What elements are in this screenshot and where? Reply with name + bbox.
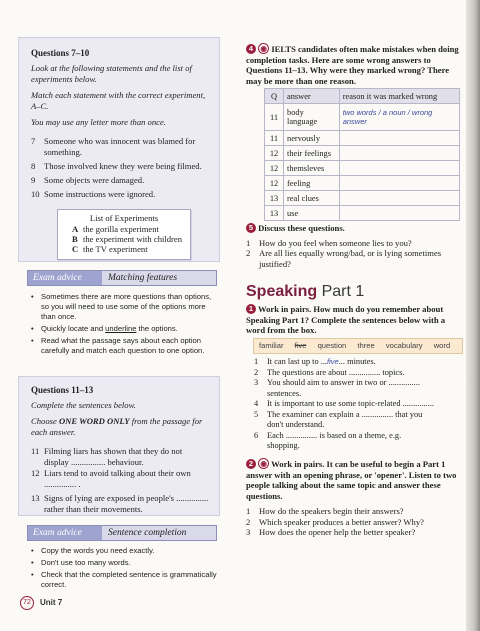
exam-advice-title: Sentence completion: [108, 528, 187, 538]
statement-list: [31, 136, 209, 200]
table-row: 13 real clues: [265, 191, 460, 206]
list-item: 1 It can last up to ...five... minutes.: [254, 357, 376, 366]
table-row: 13 use: [265, 206, 460, 221]
experiment-b: B the experiment with children: [72, 234, 183, 244]
word-familiar: familiar: [259, 341, 284, 350]
list-item: • Quickly locate and underline the options.: [30, 324, 220, 334]
exercise-number-badge: 4: [246, 44, 256, 54]
word-word: word: [433, 341, 451, 350]
matching-advice-list: [30, 292, 220, 358]
list-item: 7 Someone who was innocent was blamed for something.: [31, 136, 196, 157]
page-fold: [466, 0, 480, 631]
list-item: 1 How do you feel when someone lies to you?: [246, 237, 412, 248]
list-item: • Check that the completed sentence is grammatically correct.: [30, 570, 220, 590]
page-number: 72: [20, 596, 34, 610]
unit-label: Unit 7: [40, 598, 63, 607]
instruction-2: Choose ONE WORD ONLY from the passage for each answer.: [31, 416, 203, 437]
list-item: 8 Those involved knew they were being filmed.: [31, 161, 202, 171]
instruction-1: Look at the following statements and the list of experiments below.: [31, 63, 192, 84]
wrong-answers-table: [264, 88, 460, 221]
experiment-a: A the gorilla experiment: [72, 224, 159, 234]
list-item: 9 Some objects were damaged.: [31, 175, 145, 185]
exercise-1-text: 1 Work in pairs. How much do you remember about Speaking Part 1? Complete the sentences below with a word from the box.: [246, 304, 446, 335]
discussion-list: [246, 238, 464, 270]
experiment-c: C the TV experiment: [72, 244, 148, 254]
exercise-number-badge: 2: [246, 459, 256, 469]
handwritten-reason: two words / a noun / wrong answer: [339, 104, 459, 131]
exercise-5-title: 5 Discuss these questions.: [246, 223, 464, 234]
list-of-experiments: [57, 209, 191, 260]
audio-icon: ◉: [258, 458, 269, 469]
list-item: 4 It is important to use some topic-related ...............: [254, 399, 435, 408]
instruction-2: Match each statement with the correct experiment, A–C.: [31, 90, 206, 111]
list-item: • Read what the passage says about each option carefully and match each question to one option.: [30, 336, 220, 356]
exercise-number-badge: 1: [246, 304, 256, 314]
list-item: 2 Are all lies equally wrong/bad, or is lying sometimes justified?: [246, 248, 442, 269]
word-vocabulary: vocabulary: [385, 341, 423, 350]
table-row: 11 nervously: [265, 131, 460, 146]
table-header: Q answer reason it was marked wrong: [265, 89, 460, 104]
list-item: 3 How does the opener help the better speaker?: [246, 527, 416, 537]
exam-advice-title: Matching features: [108, 273, 178, 283]
list-item: 2 The questions are about ............... topics.: [254, 367, 405, 377]
sentence-list: [31, 446, 215, 515]
list-item: 3 You should aim to answer in two or ............... sentences.: [254, 378, 420, 398]
instruction-1: Complete the sentences below.: [31, 400, 136, 410]
list-item: • Sometimes there are more questions than options, so you will need to use some of the options more than once.: [30, 292, 220, 322]
exercise-4-text: 4 ◉ IELTS candidates often make mistakes when doing completion tasks. Here are some wrong answers to Questions 11–13. Why were they marked wrong? There may be more than one reason.: [246, 44, 459, 86]
exam-advice-tag: Exam advice: [28, 526, 102, 540]
word-question: question: [317, 341, 347, 350]
list-item: 2 Which speaker produces a better answer? Why?: [246, 516, 424, 527]
word-five: five: [294, 341, 307, 350]
instruction-3: You may use any letter more than once.: [31, 117, 166, 127]
list-item: 1 How do the speakers begin their answers?: [246, 506, 404, 516]
table-row: 11 body language two words / a noun / wrong answer: [265, 104, 460, 131]
list-item: 10 Some instructions were ignored.: [31, 189, 156, 199]
word-box: [253, 338, 463, 354]
list-item: 11 Filming liars has shown that they do not display ................ behaviour.: [31, 446, 183, 467]
table-row: 12 feeling: [265, 176, 460, 191]
list-item: 6 Each ............... is based on a theme, e.g. shopping.: [254, 430, 402, 450]
list-item: • Don't use too many words.: [30, 558, 220, 568]
speaking-sentence-list: [254, 357, 464, 452]
list-item: 12 Liars tend to avoid talking about their own ............... .: [31, 468, 191, 489]
exercise-number-badge: 5: [246, 223, 256, 233]
list-item: 5 The examiner can explain a ............... that you don't understand.: [254, 409, 423, 429]
exercise-2-text: 2 ◉ Work in pairs. It can be useful to begin a Part 1 answer with an opening phrase, or 'opener'. Listen to two people talking about the same topic and answer these questions.: [246, 459, 457, 501]
handwritten-answer: five: [327, 357, 339, 366]
exam-advice-sentence: [27, 525, 217, 541]
questions-11-13-box: [18, 376, 220, 516]
word-three: three: [357, 341, 375, 350]
exam-advice-matching: [27, 270, 217, 286]
speaking-heading: Speaking Part 1: [246, 283, 365, 300]
table-row: 12 their feelings: [265, 146, 460, 161]
questions-7-10-title: Questions 7–10: [31, 48, 90, 58]
exam-advice-tag: Exam advice: [28, 271, 102, 285]
list-item: 13 Signs of lying are exposed in people's ............... rather than their movements.: [31, 493, 209, 514]
sentence-advice-list: [30, 546, 220, 592]
listening-questions: [246, 506, 464, 538]
table-row: 12 themsleves: [265, 161, 460, 176]
questions-11-13-title: Questions 11–13: [31, 385, 94, 395]
list-of-experiments-title: List of Experiments: [89, 213, 159, 223]
list-item: • Copy the words you need exactly.: [30, 546, 220, 556]
audio-icon: ◉: [258, 43, 269, 54]
